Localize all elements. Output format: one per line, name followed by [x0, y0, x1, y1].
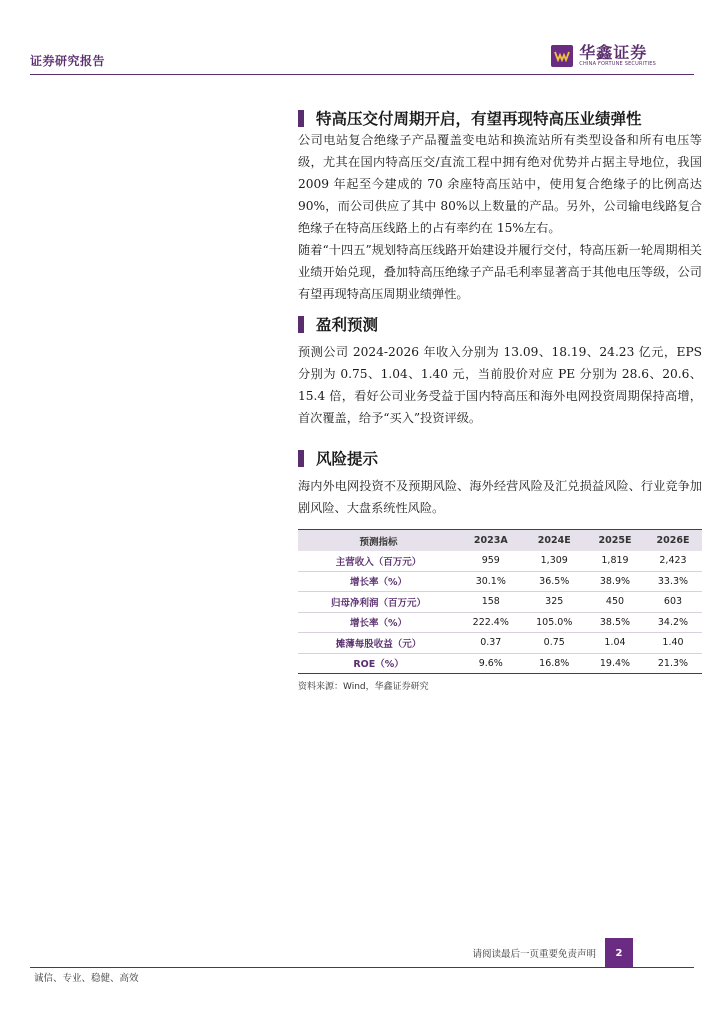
table-header-cell: 2024E — [523, 530, 586, 552]
row-label: 增长率（%） — [298, 612, 459, 633]
table-cell: 33.3% — [644, 571, 702, 592]
uhv-paragraph-2: 随着“十四五”规划特高压线路开始建设并履行交付，特高压新一轮周期相关业绩开始兑现，叠加特高压绝缘子产品毛利率显著高于其他电压等级，公司有望再现特高压周期业绩弹性。 — [298, 243, 702, 301]
report-type-label: 证券研究报告 — [30, 54, 106, 68]
table-cell: 16.8% — [523, 653, 586, 674]
row-label: 增长率（%） — [298, 571, 459, 592]
table-cell: 1,309 — [523, 551, 586, 571]
table-cell: 222.4% — [459, 612, 522, 633]
table-cell: 325 — [523, 592, 586, 613]
row-label: 归母净利润（百万元） — [298, 592, 459, 613]
table-cell: 2,423 — [644, 551, 702, 571]
table-cell: 21.3% — [644, 653, 702, 674]
table-cell: 9.6% — [459, 653, 522, 674]
section-title: 特高压交付周期开启，有望再现特高压业绩弹性 — [316, 110, 642, 128]
section-marker — [298, 110, 304, 127]
table-header-cell: 2025E — [586, 530, 644, 552]
table-header-cell: 2023A — [459, 530, 522, 552]
table-cell: 1.04 — [586, 633, 644, 654]
row-label: ROE（%） — [298, 653, 459, 674]
section-heading-uhv — [298, 107, 702, 129]
row-label: 主营收入（百万元） — [298, 551, 459, 571]
page-number: 2 — [605, 938, 633, 968]
row-label: 摊薄每股收益（元） — [298, 633, 459, 654]
logo-english-name: CHINA FORTUNE SECURITIES — [579, 61, 656, 67]
table-cell: 38.9% — [586, 571, 644, 592]
risk-paragraph: 海内外电网投资不及预期风险、海外经营风险及汇兑损益风险、行业竞争加剧风险、大盘系统性风险。 — [298, 479, 702, 515]
header-divider — [30, 74, 694, 75]
table-cell: 0.37 — [459, 633, 522, 654]
table-row — [298, 633, 702, 654]
table-cell: 450 — [586, 592, 644, 613]
table-header-cell: 预测指标 — [298, 530, 459, 552]
section-title: 盈利预测 — [316, 316, 379, 334]
table-row — [298, 612, 702, 633]
table-cell: 158 — [459, 592, 522, 613]
section-marker — [298, 450, 304, 467]
table-row — [298, 653, 702, 674]
table-cell: 1.40 — [644, 633, 702, 654]
section-heading-risk — [298, 447, 702, 469]
table-cell: 36.5% — [523, 571, 586, 592]
table-cell: 1,819 — [586, 551, 644, 571]
table-cell: 0.75 — [523, 633, 586, 654]
huaxin-logo-icon — [551, 45, 573, 67]
forecast-paragraph: 预测公司 2024-2026 年收入分别为 13.09、18.19、24.23 亿元，EPS 分别为 0.75、1.04、1.40 元，当前股价对应 PE 分别为 28.6、20.6、15.4 倍，看好公司业务受益于国内特高压和海外电网投资周期保持高增，首次覆盖，给予“买入”投资评级。 — [298, 345, 702, 425]
table-row — [298, 551, 702, 571]
company-logo — [551, 44, 656, 68]
table-header-cell: 2026E — [644, 530, 702, 552]
footer-motto: 诚信、专业、稳健、高效 — [34, 973, 139, 984]
uhv-paragraph-1: 公司电站复合绝缘子产品覆盖变电站和换流站所有类型设备和所有电压等级，尤其在国内特高压交/直流工程中拥有绝对优势并占据主导地位，我国 2009 年起至今建成的 70 余座特高压站中，使用复合绝缘子的比例高达 90%，而公司供应了其中 80%以上数量的产品。另外，公司输电线路复合绝缘子在特高压线路上的占有率约在 15%左右。 — [298, 133, 702, 235]
table-row — [298, 592, 702, 613]
footer-divider — [30, 967, 694, 968]
table-header-row — [298, 530, 702, 552]
table-cell: 30.1% — [459, 571, 522, 592]
section-title: 风险提示 — [316, 450, 379, 468]
table-cell: 105.0% — [523, 612, 586, 633]
table-cell: 38.5% — [586, 612, 644, 633]
logo-chinese-name: 华鑫证券 — [579, 43, 648, 62]
table-row — [298, 571, 702, 592]
disclaimer-note: 请阅读最后一页重要免责声明 — [472, 949, 596, 960]
section-marker — [298, 316, 304, 333]
table-cell: 19.4% — [586, 653, 644, 674]
table-source-note: 资料来源：Wind，华鑫证券研究 — [298, 682, 429, 692]
table-cell: 959 — [459, 551, 522, 571]
main-content — [298, 104, 702, 692]
table-cell: 603 — [644, 592, 702, 613]
forecast-table — [298, 529, 702, 674]
table-cell: 34.2% — [644, 612, 702, 633]
section-heading-forecast — [298, 313, 702, 335]
